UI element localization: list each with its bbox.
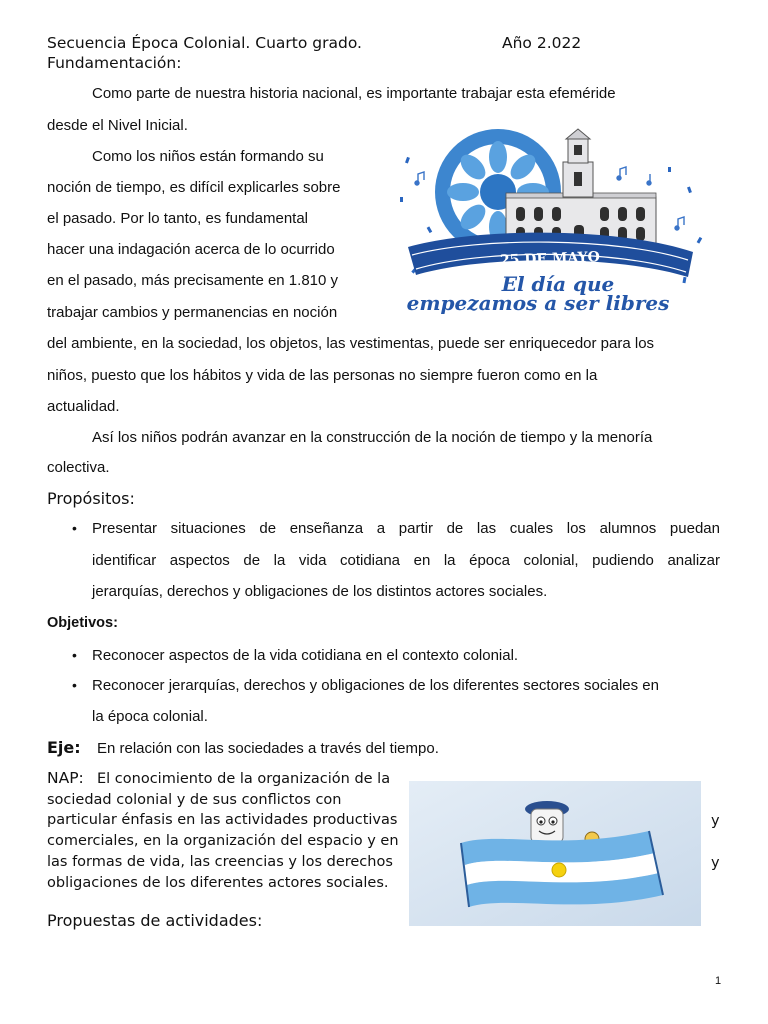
paragraph-line: actualidad. — [47, 398, 120, 415]
paragraph-line: jerarquías, derechos y obligaciones de los distintos actores sociales. — [92, 583, 548, 600]
section-heading-fundamentacion: Fundamentación: — [47, 54, 182, 72]
paragraph-line: del ambiente, en la sociedad, los objetos, las vestimentas, puede ser enriquecedor para los — [47, 335, 655, 352]
list-item: Reconocer jerarquías, derechos y obligaciones de los diferentes sectores sociales en — [92, 677, 659, 694]
flag-mascot-image — [409, 781, 701, 926]
bullet-icon: • — [72, 520, 77, 536]
section-heading-propuestas: Propuestas de actividades: — [47, 911, 263, 930]
nap-line: particular énfasis en las actividades productivas — [47, 812, 398, 828]
document-year: Año 2.022 — [502, 34, 582, 52]
nap-line: obligaciones de los diferentes actores sociales. — [47, 875, 389, 891]
argentina-flag — [461, 831, 663, 907]
bullet-icon: • — [72, 647, 77, 663]
cabildo-25-de-mayo-image — [388, 127, 713, 332]
paragraph-line: el pasado. Por lo tanto, es fundamental — [47, 210, 309, 227]
document-title: Secuencia Época Colonial. Cuarto grado. — [47, 34, 362, 52]
paragraph-line: en el pasado, más precisamente en 1.810 y — [47, 272, 339, 289]
section-heading-propositos: Propósitos: — [47, 489, 135, 508]
paragraph-line: colectiva. — [47, 459, 110, 476]
slogan-line-2: empezamos a ser libres — [406, 291, 670, 315]
list-item-continuation: la época colonial. — [92, 708, 208, 725]
bullet-icon: • — [72, 677, 77, 693]
section-heading-objetivos: Objetivos: — [47, 615, 118, 631]
page-number: 1 — [715, 975, 722, 987]
eje-label: Eje: — [47, 738, 81, 757]
list-item: Reconocer aspectos de la vida cotidiana en el contexto colonial. — [92, 647, 519, 664]
paragraph-line: desde el Nivel Inicial. — [47, 117, 188, 134]
nap-line: las formas de vida, las creencias y los derechos — [47, 854, 393, 870]
paragraph-line: Como parte de nuestra historia nacional, es importante trabajar esta efeméride — [92, 85, 616, 102]
paragraph-line: niños, puesto que los hábitos y vida de las personas no siempre fueron como en la — [47, 367, 598, 384]
paragraph-line: trabajar cambios y permanencias en noción — [47, 304, 338, 321]
nap-line: El conocimiento de la organización de la — [97, 771, 391, 787]
nap-line: comerciales, en la organización del espacio y en — [47, 833, 399, 849]
sun-of-may-icon — [552, 863, 566, 877]
paragraph-line: noción de tiempo, es difícil explicarles sobre — [47, 179, 341, 196]
nap-line: sociedad colonial y de sus conflictos con — [47, 792, 342, 808]
nap-label: NAP: — [47, 769, 84, 787]
slogan-line-1: El día que — [501, 272, 615, 296]
nap-line-end: y — [711, 855, 720, 871]
paragraph-line: identificar aspectos de la vida cotidiana en la época colonial, pudiendo analizar — [92, 552, 720, 569]
paragraph-line: Así los niños podrán avanzar en la construcción de la noción de tiempo y la menoría — [92, 429, 653, 446]
eje-text: En relación con las sociedades a través del tiempo. — [97, 740, 439, 757]
paragraph-line: hacer una indagación acerca de lo ocurrido — [47, 241, 335, 258]
ribbon-text: 25 DE MAYO — [499, 249, 601, 269]
nap-line-end: y — [711, 813, 720, 829]
paragraph-line: Presentar situaciones de enseñanza a partir de las cuales los alumnos puedan — [92, 520, 720, 537]
paragraph-line: Como los niños están formando su — [92, 148, 324, 165]
